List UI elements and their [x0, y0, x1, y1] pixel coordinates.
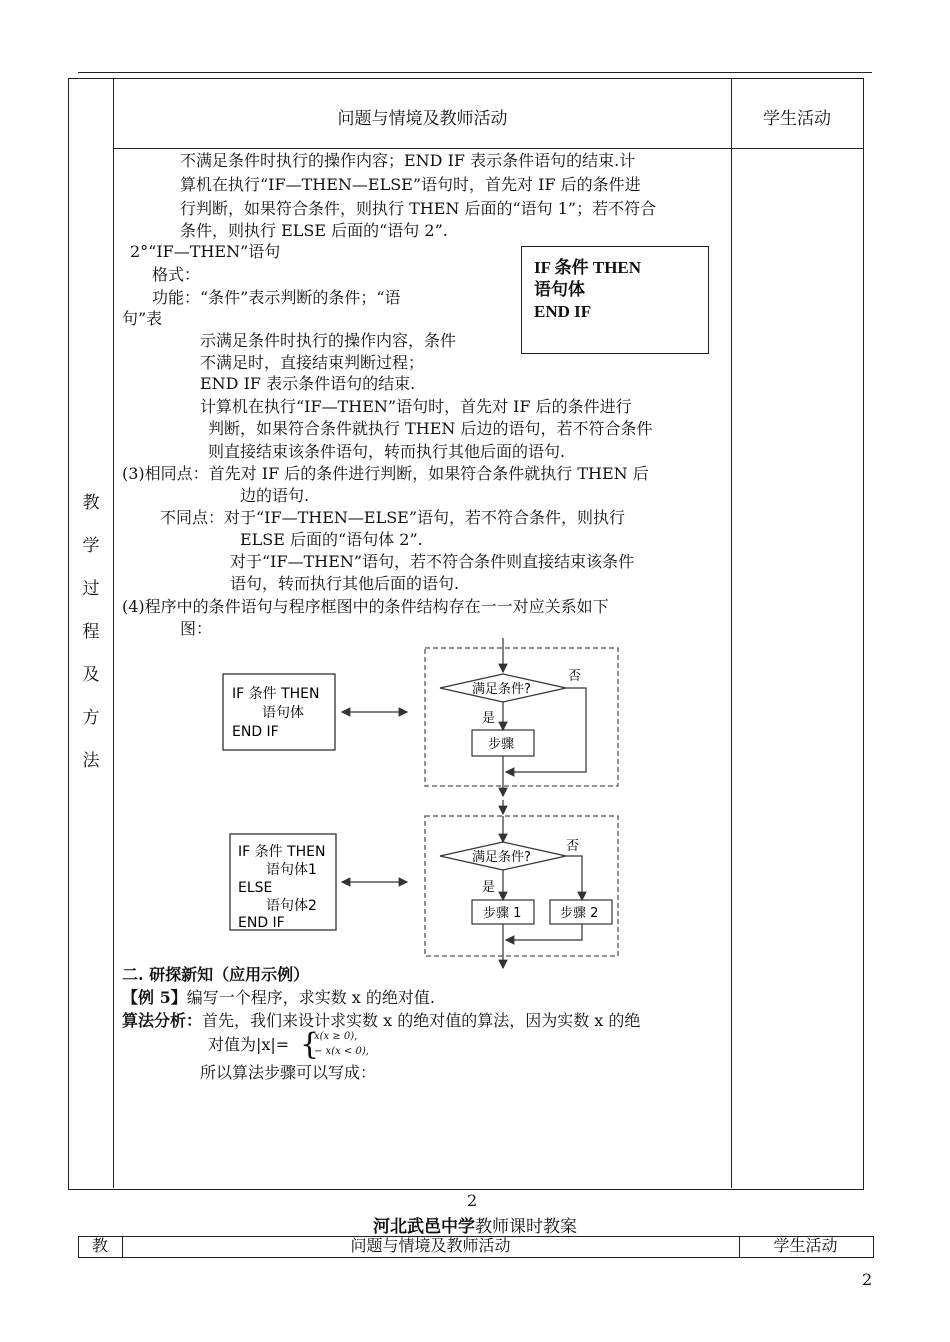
flow-line: [566, 856, 582, 900]
flow-line: [506, 924, 582, 940]
left-char: 方: [82, 708, 100, 728]
code-box: [521, 246, 709, 354]
p2-line: END IF 表示条件语句的结束.: [200, 374, 416, 393]
analysis-tag: 算法分析：: [122, 1011, 203, 1030]
left-char: 学: [82, 536, 100, 556]
code-line: IF 条件 THEN: [534, 258, 642, 277]
left-char: 教: [82, 493, 100, 513]
school-name: 河北武邑中学: [373, 1217, 475, 1237]
left-char: 法: [82, 751, 100, 771]
format-label: 格式：: [152, 265, 201, 284]
flow-dashed-frame: [425, 648, 618, 786]
next-col-2: 问题与情境及教师活动: [350, 1236, 511, 1255]
step-text: 步骤: [488, 737, 515, 752]
header-teacher-activity: 问题与情境及教师活动: [337, 109, 508, 129]
top-rule: [78, 72, 872, 73]
no-label: 否: [568, 669, 582, 684]
analysis-line: [122, 1010, 640, 1032]
col-divider-2: [731, 78, 732, 1188]
code-text: IF 条件 THEN: [232, 686, 320, 702]
school-header: [0, 1212, 950, 1237]
p3-line: ELSE 后面的“语句体 2”.: [240, 530, 423, 549]
decision-text: 满足条件?: [472, 682, 531, 697]
p2-line: 计算机在执行“IF—THEN”语句时，首先对 IF 后的条件进行: [200, 397, 632, 416]
p1-line: 行判断，如果符合条件，则执行 THEN 后面的“语句 1”；若不符合: [180, 199, 657, 218]
step2-text: 步骤 2: [560, 906, 599, 921]
header-row-divider: [113, 148, 863, 149]
p4-line: (4)程序中的条件语句与程序框图中的条件结构存在一一对应关系如下: [122, 597, 609, 616]
no-label: 否: [566, 839, 580, 854]
yes-label: 是: [482, 711, 496, 726]
steps-line: 所以算法步骤可以写成：: [200, 1063, 377, 1082]
left-column-label: [69, 482, 113, 783]
next-col-1: 教: [91, 1236, 108, 1255]
left-char: 过: [82, 579, 100, 599]
plan-title: 教师课时教案: [475, 1217, 577, 1237]
flow-dashed-frame: [425, 816, 618, 956]
p1-line: 算机在执行“IF—THEN—ELSE”语句时，首先对 IF 后的条件进: [180, 175, 641, 194]
code-line: 语句体: [534, 280, 585, 299]
p1-line: 不满足条件时执行的操作内容；END IF 表示条件语句的结束.计: [180, 151, 636, 170]
abs-formula: [208, 1034, 289, 1056]
function-line: 句”表: [122, 309, 163, 328]
abs-case: x(x ≥ 0),: [314, 1031, 358, 1042]
diagram-if-then-else: [210, 800, 630, 970]
function-line: 功能：“条件”表示判断的条件；“语: [152, 288, 401, 307]
code-text: 语句体2: [266, 898, 317, 914]
p4-line: 图：: [180, 619, 213, 638]
example-text: 编写一个程序，求实数 x 的绝对值.: [186, 988, 436, 1007]
abs-brace: {: [300, 1027, 320, 1062]
step1-text: 步骤 1: [483, 906, 522, 921]
p3-line: 边的语句.: [240, 486, 310, 505]
header-student-activity: 学生活动: [763, 109, 831, 129]
code-text: IF 条件 THEN: [238, 844, 326, 860]
decision-text: 满足条件?: [472, 850, 531, 865]
page-number: 2: [467, 1191, 478, 1210]
p2-line: 判断，如果符合条件就执行 THEN 后边的语句，若不符合条件: [208, 419, 653, 438]
code-line: END IF: [534, 302, 592, 321]
p1-line: 条件，则执行 ELSE 后面的“语句 2”.: [180, 221, 448, 240]
p3-line: 对于“IF—THEN”语句，若不符合条件则直接结束该条件: [230, 552, 635, 571]
abs-prefix: 对值为|x|=: [208, 1035, 290, 1054]
abs-case: − x(x < 0),: [314, 1046, 369, 1057]
example-tag: 【例 5】: [122, 988, 187, 1007]
p2-line: 则直接结束该条件语句，转而执行其他后面的语句.: [208, 442, 566, 461]
section-title: 二. 研探新知（应用示例）: [122, 965, 310, 984]
code-text: END IF: [238, 915, 285, 931]
col-divider-1: [113, 78, 114, 1188]
analysis-text: 首先，我们来设计求实数 x 的绝对值的算法，因为实数 x 的绝: [202, 1011, 641, 1030]
yes-label: 是: [482, 880, 496, 895]
code-text: ELSE: [238, 880, 273, 896]
diagram-if-then: [210, 636, 630, 798]
p3-line: (3)相同点：首先对 IF 后的条件进行判断，如果符合条件就执行 THEN 后: [122, 464, 649, 483]
code-text: 语句体1: [266, 862, 317, 878]
left-char: 及: [82, 665, 100, 685]
p3-line: 不同点：对于“IF—THEN—ELSE”语句，若不符合条件，则执行: [160, 508, 626, 527]
corner-page-number: 2: [862, 1270, 873, 1289]
section-if-then-title: 2°“IF—THEN”语句: [130, 242, 281, 261]
left-char: 程: [82, 622, 100, 642]
p3-line: 语句，转而执行其他后面的语句.: [230, 574, 460, 593]
p2-line: 不满足时，直接结束判断过程；: [200, 353, 425, 372]
code-text: END IF: [232, 724, 279, 740]
example-line: [122, 987, 435, 1009]
p2-line: 示满足条件时执行的操作内容，条件: [200, 331, 457, 350]
code-text: 语句体: [262, 705, 304, 721]
next-col-3: 学生活动: [773, 1236, 838, 1255]
